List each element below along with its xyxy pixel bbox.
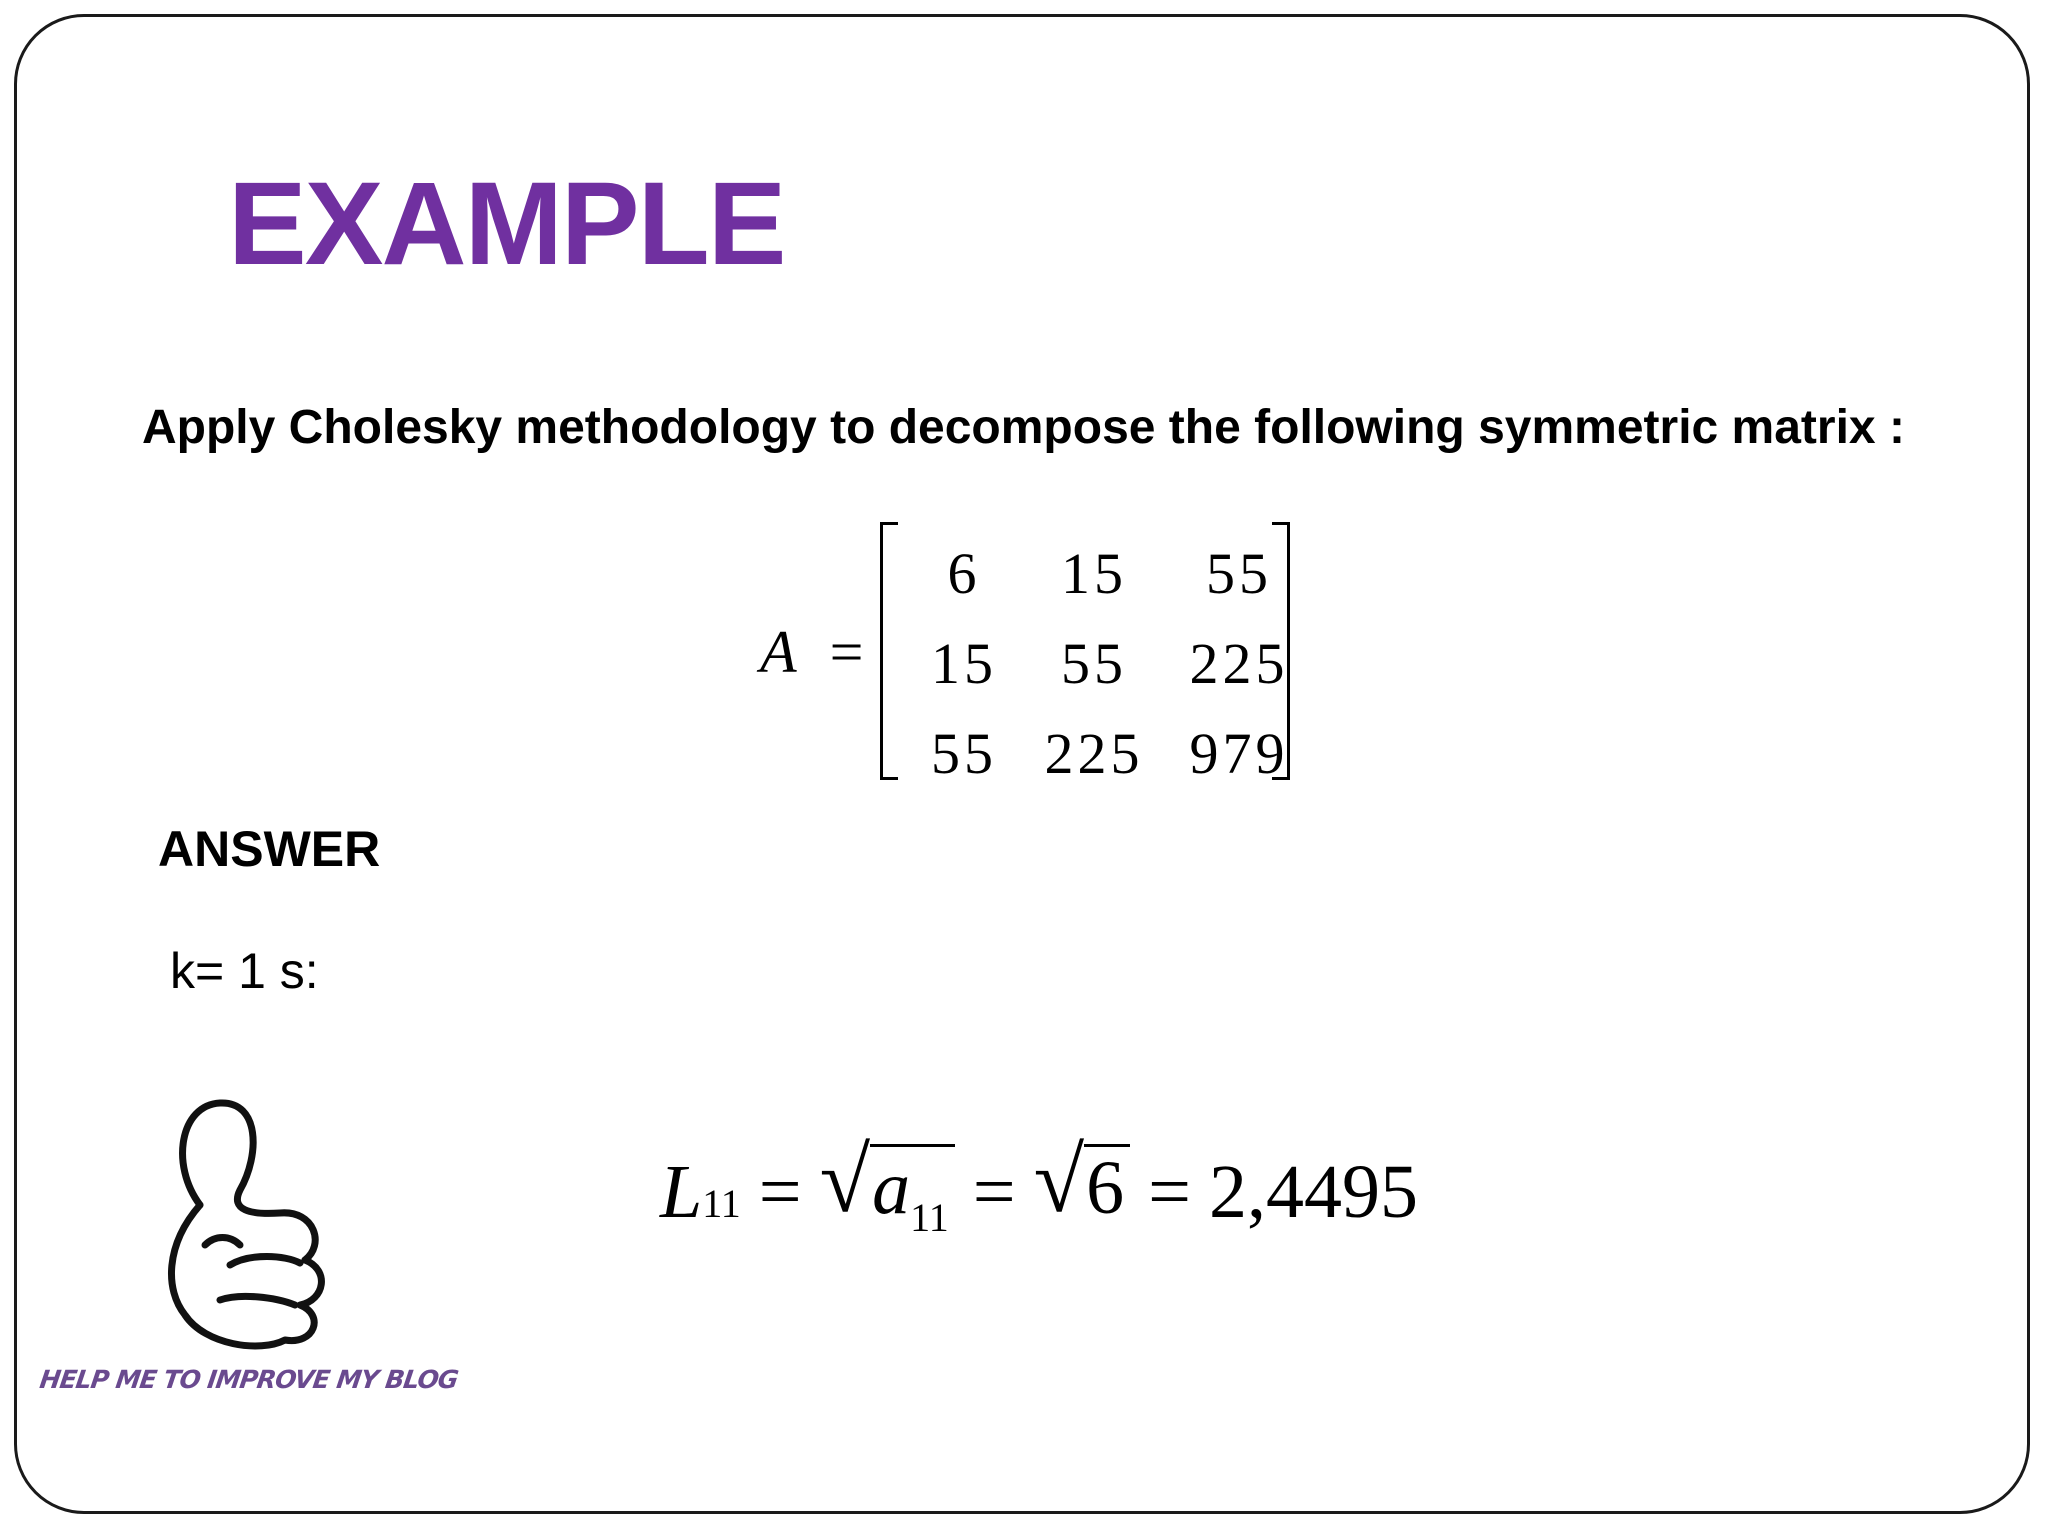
formula-equals-1: = (758, 1150, 802, 1234)
cholesky-formula (660, 1129, 1418, 1240)
matrix-cell: 55 (931, 720, 997, 786)
matrix-cell: 55 (1061, 630, 1127, 696)
left-bracket (880, 522, 898, 780)
matrix-grid (904, 528, 1289, 798)
answer-heading: ANSWER (158, 821, 381, 877)
blog-logo[interactable] (30, 1095, 460, 1415)
matrix-cell: 6 (947, 540, 981, 606)
matrix-cell: 979 (1189, 720, 1289, 786)
formula-result: 2,4495 (1208, 1150, 1418, 1234)
slide-title: EXAMPLE (228, 158, 785, 290)
sqrt-a11 (819, 1129, 955, 1240)
radicand: 6 (1084, 1144, 1130, 1231)
logo-caption: HELP ME TO IMPROVE MY BLOG (37, 1365, 460, 1394)
formula-lhs-var: L (660, 1150, 703, 1234)
matrix-cell: 55 (1206, 540, 1272, 606)
formula-equals-2: = (972, 1150, 1016, 1234)
matrix-lhs (760, 618, 864, 687)
matrix-cell: 225 (1189, 630, 1289, 696)
radical-icon: √ (819, 1129, 871, 1231)
matrix-body (880, 522, 1290, 786)
matrix-cell: 15 (1061, 540, 1127, 606)
formula-sqrt-sub: 11 (910, 1195, 949, 1240)
step-label: k= 1 s: (170, 943, 319, 999)
matrix-equation (760, 518, 1300, 788)
radicand (870, 1144, 955, 1240)
formula-lhs-sub: 11 (702, 1181, 741, 1226)
matrix-cell: 225 (1044, 720, 1144, 786)
problem-statement: Apply Cholesky methodology to decompose the following symmetric matrix : (142, 401, 1905, 454)
formula-sqrt-var: a (872, 1146, 911, 1230)
matrix-variable: A (760, 619, 797, 685)
matrix-equals: = (829, 619, 864, 685)
matrix-cell: 15 (931, 630, 997, 696)
formula-equals-3: = (1148, 1150, 1191, 1234)
thumbs-up-icon (110, 1095, 450, 1355)
radical-icon: √ (1033, 1129, 1085, 1231)
sqrt-6 (1033, 1129, 1131, 1232)
